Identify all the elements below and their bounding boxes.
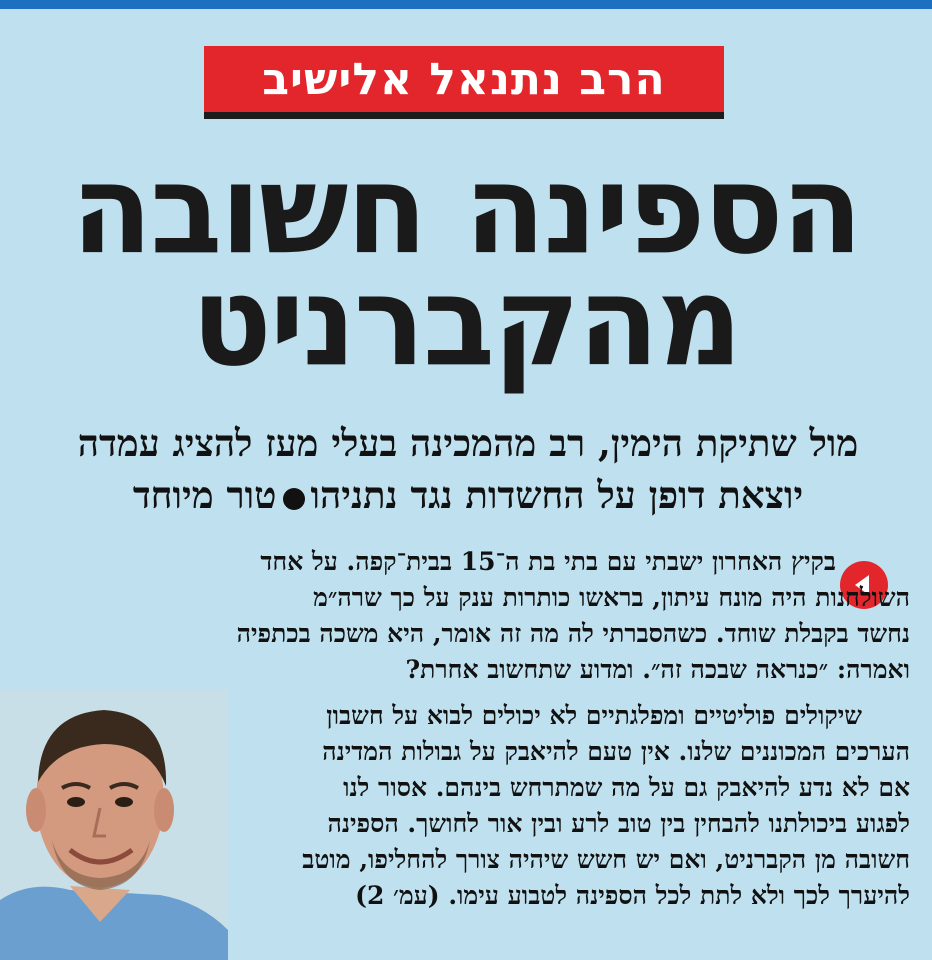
author-portrait: [0, 690, 228, 960]
body-line: בקיץ האחרון ישבתי עם בתי בת ה־15 בבית־קפה. על אחד: [260, 547, 836, 576]
bullet-icon: [283, 488, 305, 510]
body-line: שיקולים פוליטיים ומפלגתיים לא יכולים לבוא על חשבון: [326, 701, 862, 730]
subhead-line-2-text: יוצאת דופן על החשדות נגד נתניהו: [310, 473, 804, 517]
subhead-line-2: [20, 472, 916, 518]
subhead-line-1: מול שתיקת הימין, רב מהמכינה בעלי מעז להציג עמדה: [77, 421, 859, 465]
body-line: הערכים המכוננים שלנו. אין טעם להיאבק על גבולות המדינה: [322, 737, 910, 766]
headline-line-1: הספינה חשובה: [71, 136, 861, 282]
body-line: להיערך לכך ולא לתת לכל הספינה לטבוע עימו. (עמ׳ 2): [355, 881, 910, 910]
headline-line-2: מהקברניט: [191, 248, 741, 394]
body-line: לפגוע ביכולתנו להבחין בין טוב לרע ובין אור לחושך. הספינה: [327, 809, 910, 838]
body-line: אם לא נדע להיאבק גם על מה שמתרחש בינהם. אסור לנו: [343, 773, 910, 802]
body-line: חשובה מן הקברניט, ואם יש חשש שיהיה צורך להחליפו, מוטב: [302, 845, 910, 874]
body-line: השולחנות היה מונח עיתון, בראשו כותרות ענק על כך שרה״מ: [313, 583, 910, 612]
top-bar: [0, 0, 932, 9]
subhead-label: טור מיוחד: [132, 473, 277, 517]
body-line: נחשד בקבלת שוחד. כשהסברתי לה מה זה אומר, היא משכה בכתפיה: [236, 619, 910, 648]
body-line: ואמרה: ״כנראה שבכה זה״. ומדוע שתחשוב אחרת?: [405, 655, 910, 684]
author-name: הרב נתנאל אלישיב: [262, 53, 666, 105]
author-tag: [204, 46, 724, 112]
